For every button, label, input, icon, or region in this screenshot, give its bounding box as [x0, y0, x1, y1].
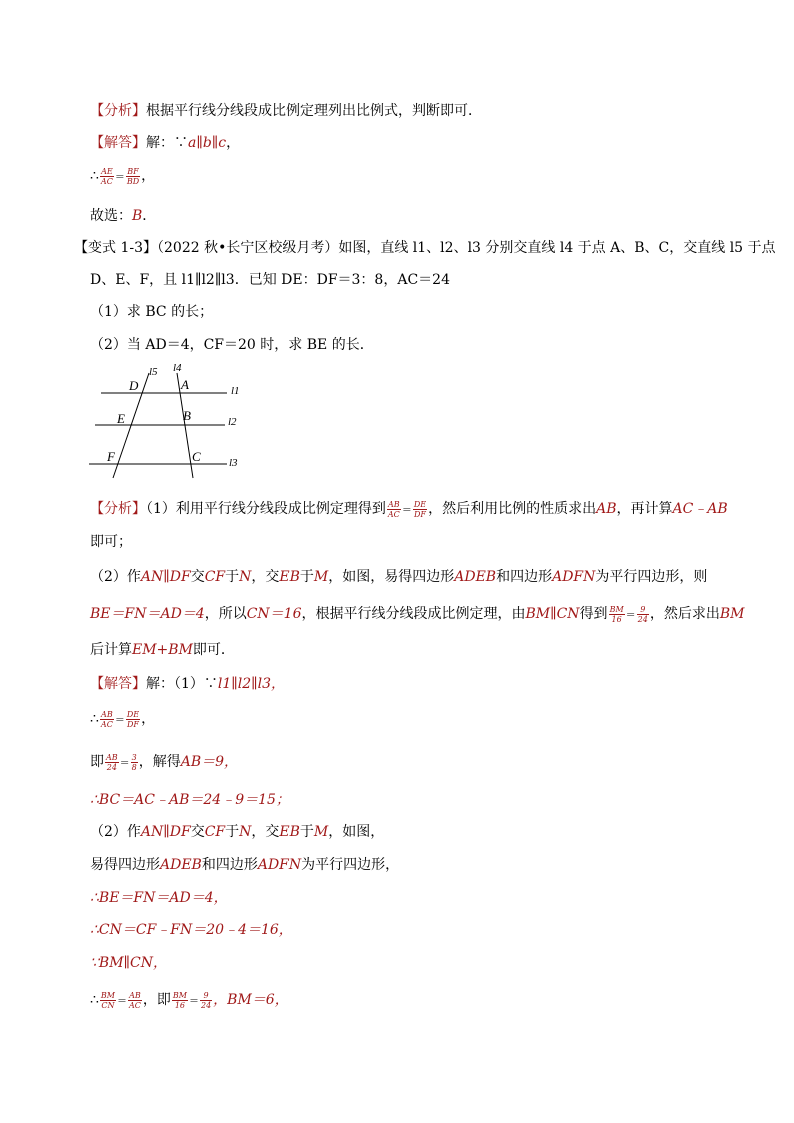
answer-2-line-1 [90, 674, 285, 694]
text: 和四边形 [496, 569, 553, 585]
choice-value: B [132, 208, 143, 224]
parallel-statement: a∥b∥c [188, 135, 227, 151]
step-1 [90, 166, 155, 188]
text: 易得四边形 [90, 857, 160, 873]
therefore-symbol: ∴ [90, 992, 99, 1008]
variant-tag: 【变式 1-3】 [74, 240, 157, 256]
equals: ＝ [625, 610, 636, 621]
text: 于 [299, 824, 314, 840]
text: 即可． [192, 642, 235, 658]
answer-tag: 【解答】 [90, 676, 146, 692]
analysis-2-line-2: 即可； [90, 534, 132, 550]
period: ． [142, 208, 157, 224]
expr: N [239, 569, 252, 585]
comma: ， [141, 168, 156, 184]
text: ，如图， [328, 824, 385, 840]
label-l2: l2 [228, 416, 237, 428]
equals: ＝ [401, 505, 412, 516]
text: ，解得 [138, 754, 181, 770]
expr: EM+BM [132, 642, 193, 658]
label-l1: l1 [231, 385, 240, 397]
label-a: A [181, 377, 189, 392]
expr: EB [279, 824, 300, 840]
equals: ＝ [114, 172, 125, 183]
geometry-figure [85, 358, 255, 483]
text: ，交 [251, 569, 280, 585]
fraction-bf-bd: $\frac{BF}{BD}$ [126, 166, 140, 186]
equals: ＝ [114, 715, 125, 726]
fraction-de-df: $\frac{DE}{DF}$ [413, 499, 427, 519]
expr: AN∥DF [140, 569, 191, 585]
answer-2-line-6 [90, 855, 399, 875]
answer-tag: 【解答】 [90, 135, 146, 151]
therefore-symbol: ∴ [90, 168, 99, 184]
choice-text: 故选： [90, 208, 132, 224]
fraction-ab-ac: $\frac{AB}{AC}$ [387, 499, 400, 519]
answer-2-line-10 [90, 990, 289, 1012]
label-l3: l3 [229, 457, 238, 469]
text: ，如图，易得四边形 [328, 569, 455, 585]
analysis-text: 根据平行线分线段成比例定理列出比例式，判断即可． [146, 103, 482, 119]
text: ，然后求出 [649, 606, 720, 622]
answer-2-line-8: ∴CN＝CF﹣FN＝20﹣4＝16， [90, 922, 293, 938]
text: 解：（1）∵ [146, 676, 218, 692]
text: 于 [299, 569, 314, 585]
text: 为平行四边形， [301, 857, 400, 873]
answer-2-line-2: ∴ $\frac{AB}{AC}$ ＝ $\frac{DE}{DF}$ ， [90, 709, 156, 729]
text: 交 [190, 569, 205, 585]
expr: ADEB [454, 569, 497, 585]
text: 于 [225, 824, 240, 840]
text: ，即 [142, 992, 171, 1008]
fraction-ab-ac: $\frac{AB}{AC}$ [129, 990, 141, 1010]
expr: ADEB [160, 857, 202, 873]
expr: AB＝9， [180, 754, 239, 770]
analysis-2-line-5 [90, 640, 235, 660]
text: ，交 [251, 824, 280, 840]
text: ，然后利用比例的性质求出 [428, 501, 597, 517]
question-1: （1）求 BC 的长； [90, 304, 214, 320]
variant-text-1: 如图，直线 l1、l2、l3 分别交直线 l4 于点 A、B、C，交直线 l5 于点 [338, 240, 776, 256]
question-2: （2）当 AD＝4，CF＝20 时，求 BE 的长． [90, 337, 374, 353]
text: 和四边形 [201, 857, 258, 873]
text: （1）利用平行线分线段成比例定理得到 [146, 501, 386, 517]
label-b: B [183, 408, 191, 423]
expr: AN∥DF [140, 824, 191, 840]
equals: ＝ [117, 996, 127, 1007]
expr: BE＝FN＝AD＝4 [90, 606, 205, 622]
expr: AC﹣AB [672, 501, 728, 517]
label-l4: l4 [173, 362, 182, 374]
expr: ADFN [552, 569, 596, 585]
variant-source: （2022 秋•长宁区校级月考） [157, 240, 339, 256]
text: 得到 [579, 606, 608, 622]
fraction-ab-24: $\frac{AB}{24}$ [106, 752, 118, 772]
text: 为平行四边形，则 [595, 569, 708, 585]
analysis-2-line-3 [90, 567, 707, 587]
label-e: E [117, 411, 125, 426]
fraction-bm-16: $\frac{BM}{16}$ [609, 604, 624, 624]
label-d: D [129, 378, 139, 393]
text: ，再计算 [616, 501, 673, 517]
text: 后计算 [90, 642, 132, 658]
expr: CF [204, 569, 226, 585]
expr: EB [279, 569, 300, 585]
text: 交 [190, 824, 205, 840]
expr: CN＝16 [246, 606, 302, 622]
choice-line [90, 206, 156, 226]
expr: M [313, 569, 329, 585]
answer-2-line-3 [90, 752, 238, 774]
analysis-2-line-1 [90, 499, 728, 521]
answer-2-line-7: ∴BE＝FN＝AD＝4， [90, 890, 228, 906]
equals: ＝ [188, 996, 199, 1007]
fraction-9-24: $\frac{9}{24}$ [637, 604, 648, 624]
label-l5: l5 [149, 366, 158, 378]
text: ，所以 [204, 606, 247, 622]
fraction-9-24: $\frac{9}{24}$ [200, 990, 212, 1010]
analysis-1 [90, 101, 482, 121]
label-c: C [192, 449, 201, 464]
because-symbol: ∵ [174, 135, 188, 151]
text: （2）作 [90, 824, 141, 840]
text: （2）作 [90, 569, 141, 585]
expr: N [239, 824, 252, 840]
label-f: F [107, 449, 115, 464]
expr: CF [204, 824, 226, 840]
expr: M [313, 824, 329, 840]
answer-lead: 解： [146, 135, 174, 151]
fraction-bm-16: $\frac{BM}{16}$ [172, 990, 187, 1010]
answer-2-line-9: ∵BM∥CN， [90, 955, 167, 971]
answer-1 [90, 133, 240, 153]
answer-2-line-4: ∴BC＝AC﹣AB＝24﹣9＝15； [90, 792, 290, 808]
fraction-3-8: $\frac{3}{8}$ [131, 752, 137, 772]
expr: BM [719, 606, 745, 622]
expr: ，BM＝6， [213, 992, 289, 1008]
text: ，根据平行线分线段成比例定理，由 [301, 606, 526, 622]
comma: ， [226, 135, 241, 151]
var: AB [596, 501, 617, 517]
fraction-ae-ac: $\frac{AE}{AC}$ [100, 166, 113, 186]
expr: BM∥CN [525, 606, 580, 622]
fraction-de-df: $\frac{DE}{DF}$ [126, 709, 140, 729]
variant-line-2: D、E、F，且 l1∥l2∥l3．已知 DE：DF＝3：8，AC＝24 [90, 272, 450, 288]
text: 即 [90, 754, 104, 770]
expr: l1∥l2∥l3， [217, 676, 286, 692]
equals: ＝ [119, 758, 130, 769]
answer-2-line-5 [90, 822, 384, 842]
analysis-tag: 【分析】 [90, 501, 146, 517]
fraction-ab-ac: $\frac{AB}{AC}$ [100, 709, 113, 729]
text: 于 [225, 569, 240, 585]
variant-line-1 [74, 238, 776, 258]
analysis-2-line-4 [90, 604, 744, 626]
therefore-symbol: ∴ [90, 711, 99, 727]
analysis-tag: 【分析】 [90, 103, 146, 119]
expr: ADFN [257, 857, 302, 873]
fraction-bm-cn: $\frac{BM}{CN}$ [100, 990, 115, 1010]
